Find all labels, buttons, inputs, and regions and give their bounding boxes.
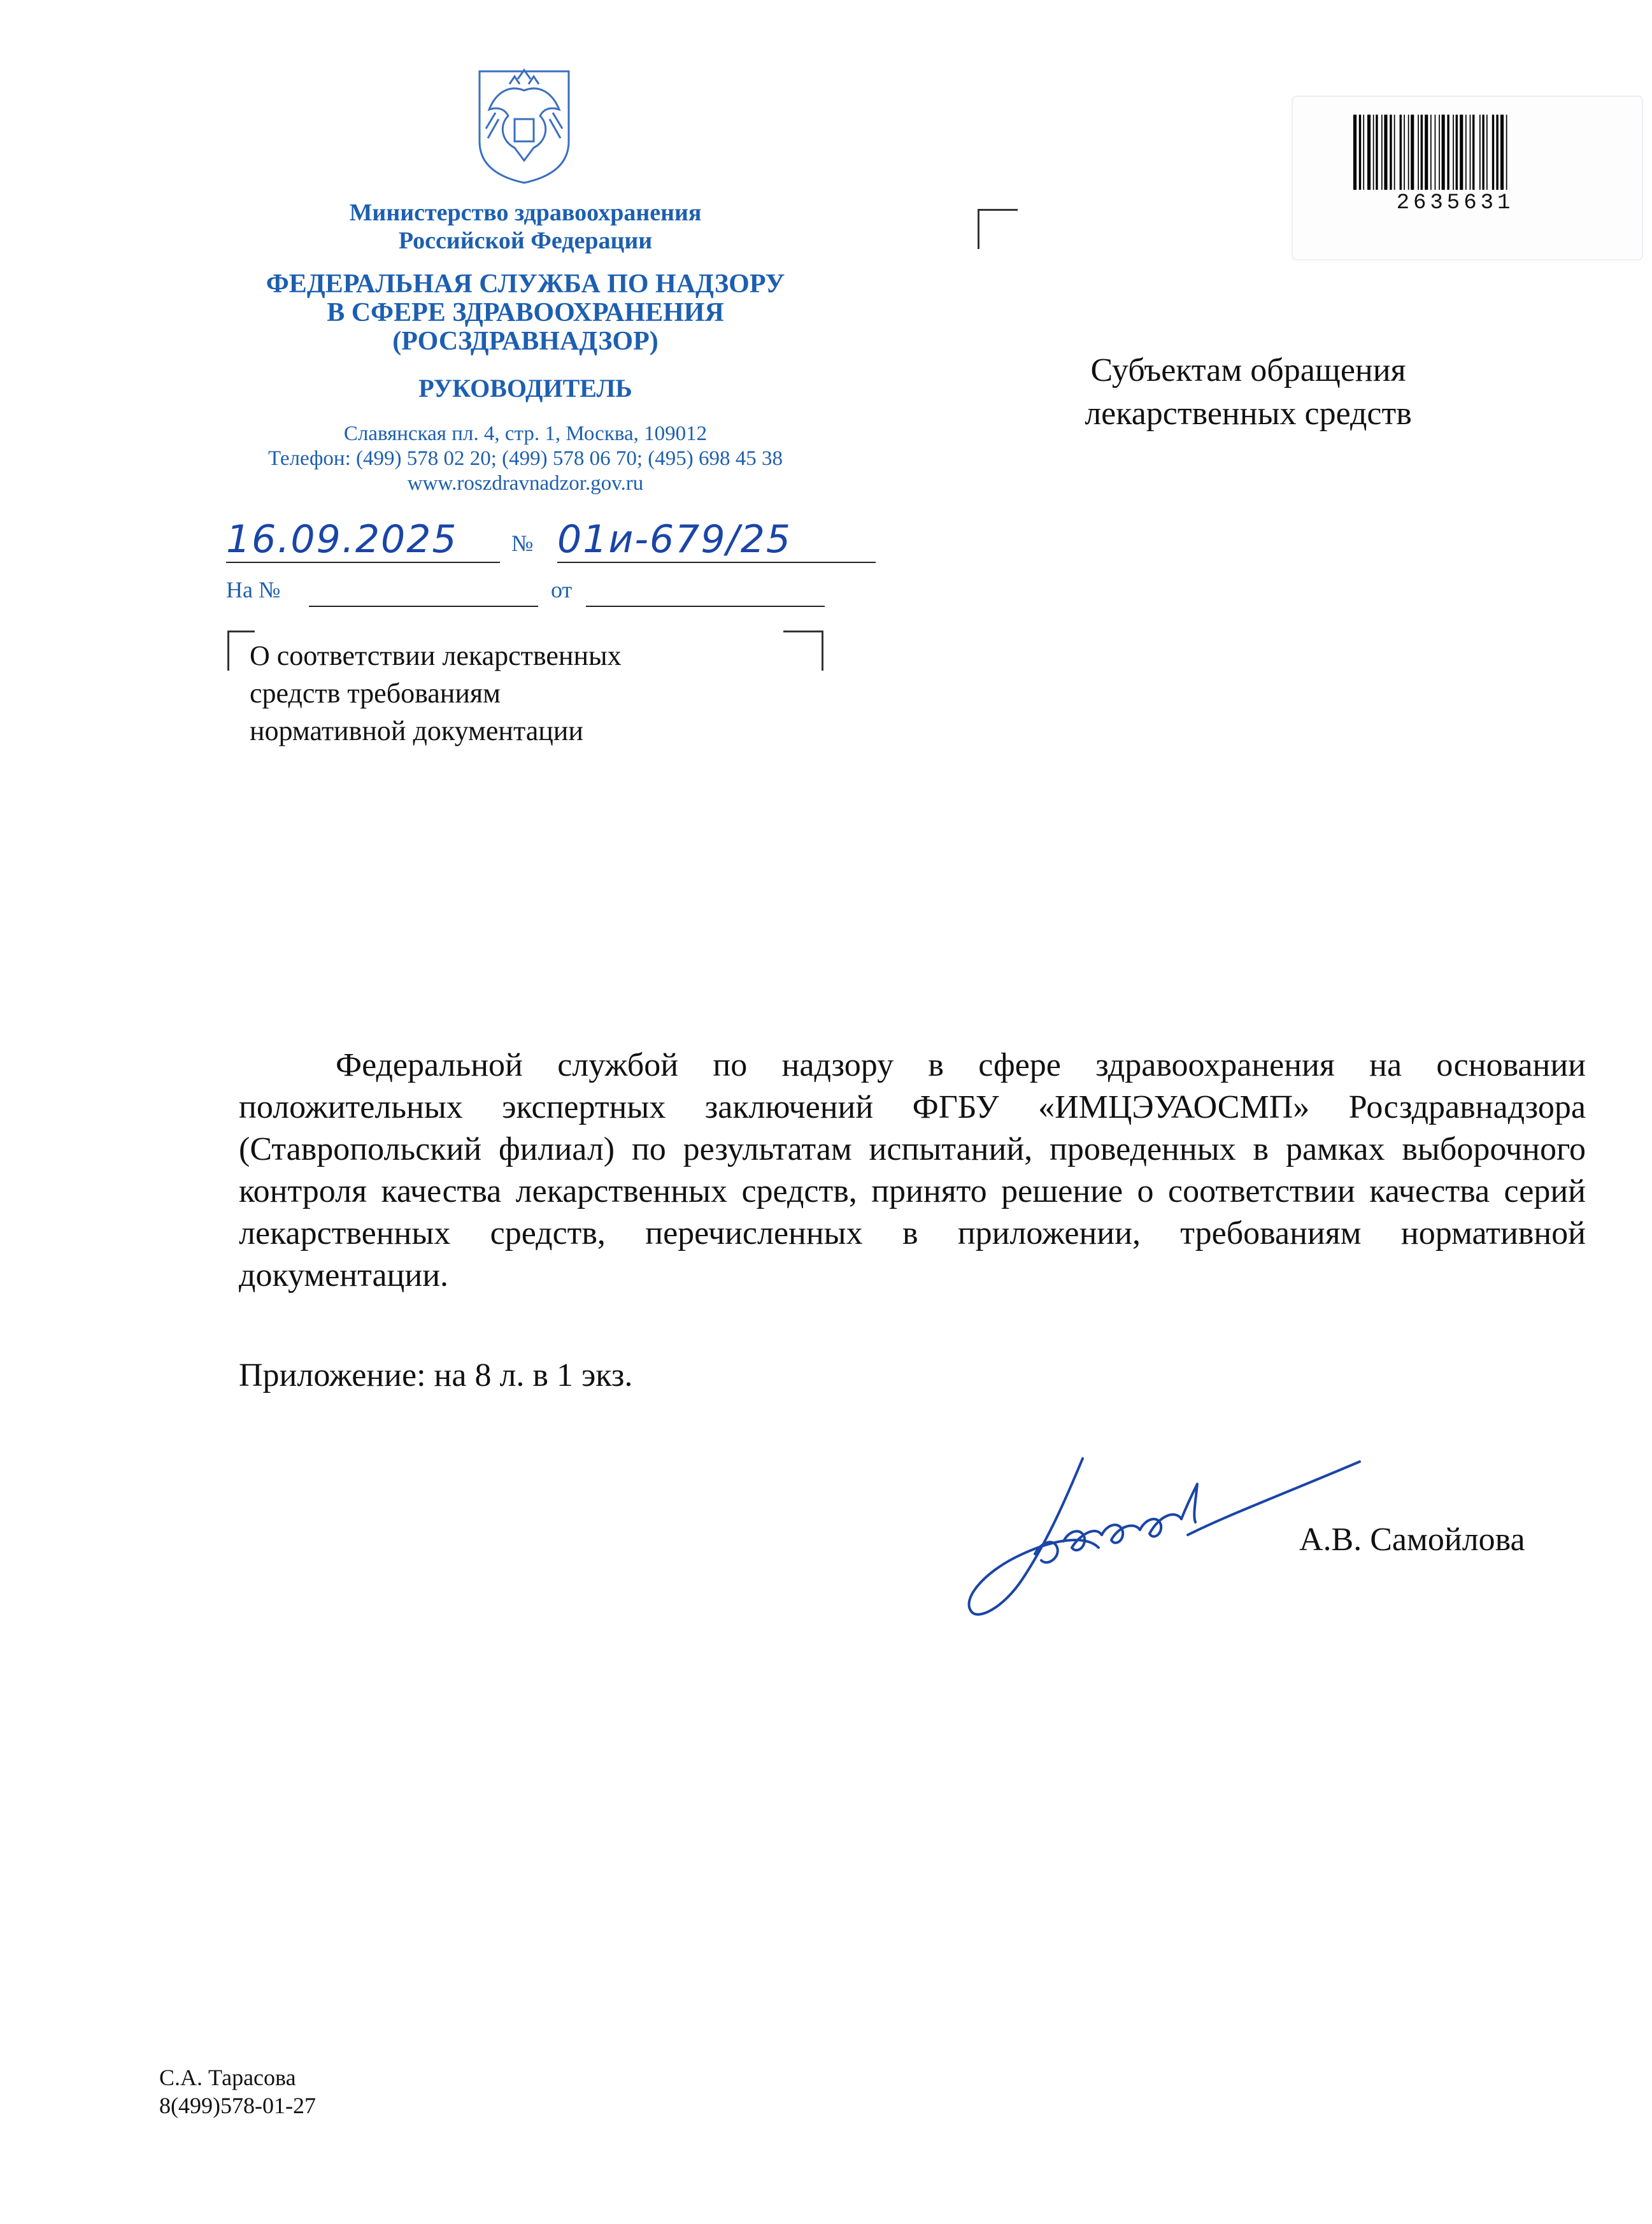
contact-block [210, 422, 841, 496]
executor-phone: 8(499)578-01-27 [159, 2093, 316, 2118]
address: Славянская пл. 4, стр. 1, Москва, 109012 [343, 422, 708, 445]
subject-line-1: О соответствии лекарственных [250, 640, 622, 671]
coat-of-arms-icon [470, 65, 578, 186]
service-line-2: В СФЕРЕ ЗДРАВООХРАНЕНИЯ [327, 298, 724, 327]
reply-date-field [586, 576, 825, 607]
body-paragraph: Федеральной службой по надзору в сфере здравоохранения на основании положительных экспертных заключений ФГБУ «ИМЦЭУАОСМП» Росздравнадзора (Ставропольский филиал) по результатам испытаний, проведенных в рамках выборочного контроля качества лекарственных средств, принято решение о соответствии качества серий лекарственных средств, перечисленных в приложении, требованиям нормативной документации. [239, 1047, 1586, 1294]
registration-line [226, 517, 895, 562]
address-corner-left [978, 209, 1018, 249]
number-sign: № [511, 531, 534, 556]
letter-subject [250, 637, 823, 750]
addressee-line-1: Субъектам обращения [1090, 352, 1406, 388]
registration-number: 01и-679/25 [557, 517, 876, 563]
letter-body [239, 1044, 1586, 1297]
addressee [993, 349, 1503, 436]
reply-number-label: На № [226, 577, 281, 602]
ministry-line-2: Российской Федерации [398, 227, 653, 254]
reply-number-field [309, 576, 538, 607]
barcode-number: 2635631 [1396, 191, 1514, 215]
website: www.roszdravnadzor.gov.ru [407, 472, 644, 495]
position-title: РУКОВОДИТЕЛЬ [418, 374, 632, 403]
subject-line-2: средств требованиям [250, 678, 501, 709]
service-name [210, 270, 841, 356]
service-line-1: ФЕДЕРАЛЬНАЯ СЛУЖБА ПО НАДЗОРУ [266, 269, 785, 299]
reply-reference-line [226, 576, 863, 608]
ministry-name [210, 199, 841, 255]
registration-date: 16.09.2025 [226, 517, 500, 563]
signatory-name: А.В. Самойлова [1299, 1522, 1525, 1558]
reply-from-label: от [551, 577, 573, 602]
executor-name: С.А. Тарасова [159, 2065, 296, 2090]
ministry-line-1: Министерство здравоохранения [349, 199, 702, 226]
subject-line-3: нормативной документации [250, 715, 583, 746]
executor-info [159, 2064, 316, 2120]
phones: Телефон: (499) 578 02 20; (499) 578 06 70; (495) 698 45 38 [267, 447, 783, 470]
annex-note: Приложение: на 8 л. в 1 экз. [239, 1357, 633, 1394]
addressee-line-2: лекарственных средств [1085, 396, 1412, 432]
barcode [1353, 115, 1556, 190]
service-line-3: (РОСЗДРАВНАДЗОР) [392, 327, 659, 356]
